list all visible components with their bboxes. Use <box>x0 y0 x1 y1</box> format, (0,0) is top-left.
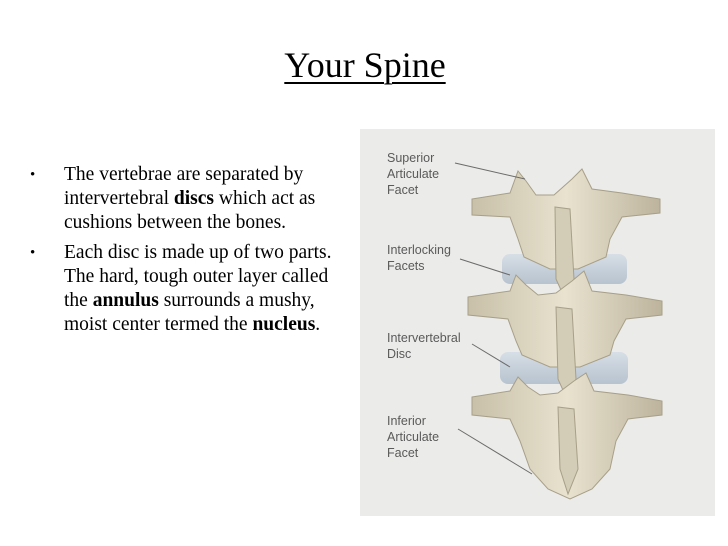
bullet-dot-icon: • <box>30 167 36 183</box>
bullet-item <box>30 163 345 235</box>
bullet-list <box>30 163 345 343</box>
spine-figure <box>360 129 715 516</box>
label-inferior-articulate-facet: Inferior Articulate Facet <box>387 414 440 460</box>
slide-title-wrap <box>0 44 728 86</box>
slide-title: Your Spine <box>284 45 446 85</box>
bullet-item <box>30 241 345 337</box>
label-interlocking-facets: Interlocking Facets <box>387 243 451 273</box>
bullet-dot-icon: • <box>30 245 36 261</box>
label-superior-articulate-facet: Superior Articulate Facet <box>387 151 440 197</box>
label-intervertebral-disc: Intervertebral Disc <box>387 331 461 361</box>
bullet-text: The vertebrae are separated by intervertebral discs which act as cushions between the bones. <box>64 164 316 233</box>
bullet-text: Each disc is made up of two parts. The hard, tough outer layer called the annulus surrounds a mushy, moist center termed the nucleus. <box>64 242 332 335</box>
